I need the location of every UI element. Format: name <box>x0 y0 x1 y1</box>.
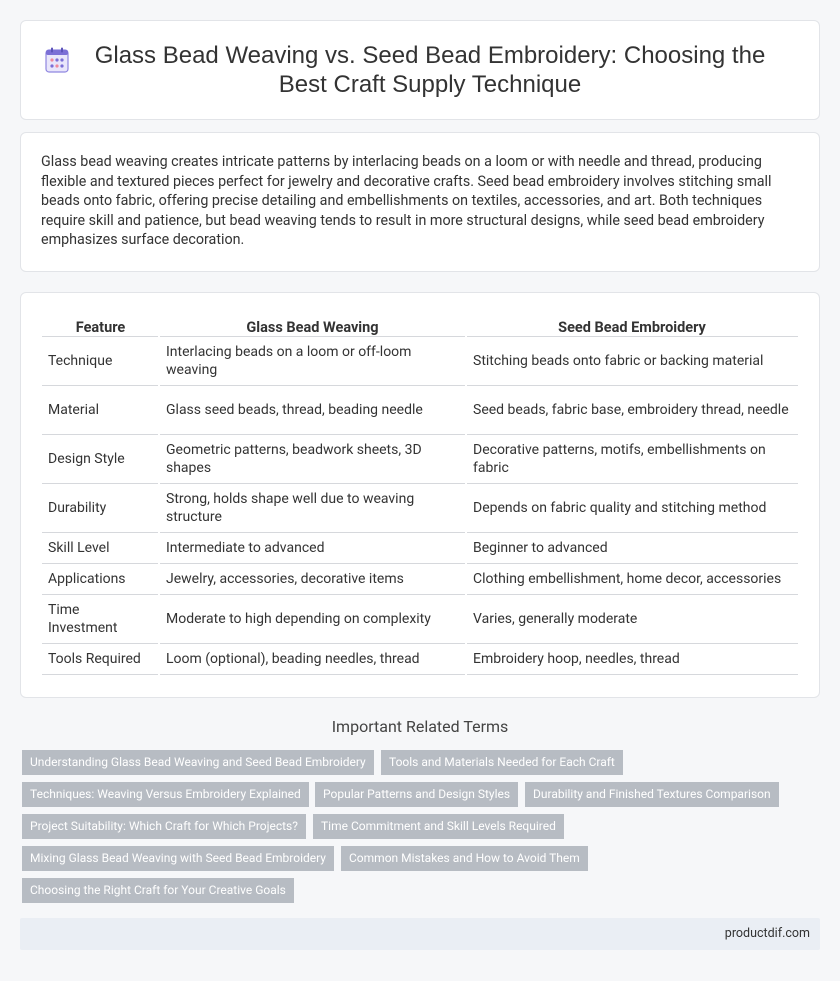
embroidery-cell: Seed beads, fabric base, embroidery thread, needle <box>466 385 798 434</box>
weaving-cell: Loom (optional), beading needles, thread <box>159 643 466 674</box>
related-tag[interactable]: Durability and Finished Textures Comparison <box>525 782 779 807</box>
related-tag[interactable]: Project Suitability: Which Craft for Which Projects? <box>22 814 306 839</box>
feature-cell: Material <box>42 385 159 434</box>
related-tag[interactable]: Understanding Glass Bead Weaving and Seed Bead Embroidery <box>22 750 374 775</box>
weaving-cell: Geometric patterns, beadwork sheets, 3D shapes <box>159 434 466 483</box>
table-row <box>42 483 798 532</box>
header-glass-bead-weaving: Glass Bead Weaving <box>159 314 466 336</box>
table-row <box>42 434 798 483</box>
intro-paragraph: Glass bead weaving creates intricate patterns by interlacing beads on a loom or with needle and thread, producing flexible and textured pieces perfect for jewelry and decorative crafts. Seed bead embroidery involves stitching small beads onto fabric, offering precise detailing and embellishments on textiles, accessories, and art. Both techniques require skill and patience, but bead weaving tends to result in more structural designs, while seed bead embroidery emphasizes surface decoration. <box>41 154 772 249</box>
page-title: Glass Bead Weaving vs. Seed Bead Embroidery: Choosing the Best Craft Supply Technique <box>94 42 766 98</box>
related-tag[interactable]: Mixing Glass Bead Weaving with Seed Bead Embroidery <box>22 846 334 871</box>
footer <box>20 918 820 950</box>
weaving-cell: Interlacing beads on a loom or off-loom weaving <box>159 336 466 385</box>
title-card <box>20 20 820 120</box>
table-row <box>42 643 798 674</box>
embroidery-cell: Stitching beads onto fabric or backing material <box>466 336 798 385</box>
feature-cell: Applications <box>42 563 159 594</box>
weaving-cell: Jewelry, accessories, decorative items <box>159 563 466 594</box>
table-row <box>42 594 798 643</box>
embroidery-cell: Decorative patterns, motifs, embellishments on fabric <box>466 434 798 483</box>
feature-cell: Skill Level <box>42 532 159 563</box>
related-tag[interactable]: Time Commitment and Skill Levels Required <box>313 814 564 839</box>
table-row <box>42 563 798 594</box>
related-terms-heading: Important Related Terms <box>331 717 509 736</box>
embroidery-cell: Clothing embellishment, home decor, accessories <box>466 563 798 594</box>
weaving-cell: Glass seed beads, thread, beading needle <box>159 385 466 434</box>
related-tag[interactable]: Techniques: Weaving Versus Embroidery Explained <box>22 782 309 807</box>
table-header-row <box>42 314 798 336</box>
weaving-cell: Moderate to high depending on complexity <box>159 594 466 643</box>
embroidery-cell: Beginner to advanced <box>466 532 798 563</box>
feature-cell: Tools Required <box>42 643 159 674</box>
footer-site-link[interactable]: productdif.com <box>724 926 810 941</box>
feature-cell: Durability <box>42 483 159 532</box>
embroidery-cell: Depends on fabric quality and stitching method <box>466 483 798 532</box>
related-tag[interactable]: Common Mistakes and How to Avoid Them <box>341 846 588 871</box>
embroidery-cell: Varies, generally moderate <box>466 594 798 643</box>
related-tag[interactable]: Popular Patterns and Design Styles <box>315 782 518 807</box>
table-row <box>42 336 798 385</box>
feature-cell: Time Investment <box>42 594 159 643</box>
weaving-cell: Strong, holds shape well due to weaving structure <box>159 483 466 532</box>
table-row <box>42 385 798 434</box>
weaving-cell: Intermediate to advanced <box>159 532 466 563</box>
header-feature: Feature <box>42 314 159 336</box>
intro-card <box>20 132 820 272</box>
embroidery-cell: Embroidery hoop, needles, thread <box>466 643 798 674</box>
header-seed-bead-embroidery: Seed Bead Embroidery <box>466 314 798 336</box>
related-tag[interactable]: Choosing the Right Craft for Your Creative Goals <box>22 878 294 903</box>
table-row <box>42 532 798 563</box>
feature-cell: Technique <box>42 336 159 385</box>
comparison-table <box>42 314 798 675</box>
related-tag[interactable]: Tools and Materials Needed for Each Craft <box>381 750 623 775</box>
feature-cell: Design Style <box>42 434 159 483</box>
